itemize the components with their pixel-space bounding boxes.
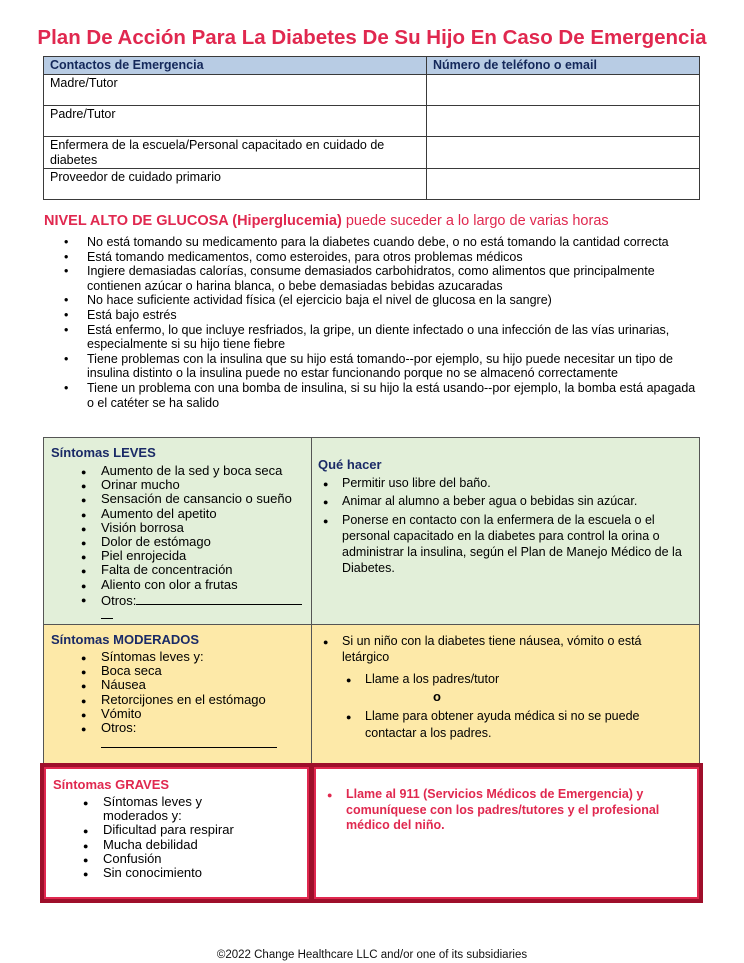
list-item: • Está enfermo, lo que incluye resfriados, la gripe, un diente infectado o una infección de las vías urinarias, especialmente si su hijo tiene fiebre (44, 323, 704, 352)
moderate-actions-list (318, 633, 691, 665)
severe-symptoms-list (53, 795, 283, 880)
mild-actions-list (318, 475, 691, 577)
list-item: • No hace suficiente actividad física (el ejercicio baja el nivel de glucosa en la sangre) (44, 293, 704, 308)
contact-label-mother: Madre/Tutor (44, 75, 427, 106)
severe-symptoms-frame (40, 763, 703, 903)
list-item: ● Falta de concentración (51, 563, 311, 577)
list-item: ● Sensación de cansancio o sueño (51, 492, 311, 506)
list-item: ● Permitir uso libre del baño. (318, 475, 691, 491)
hyperglycemia-causes-list (44, 235, 704, 410)
list-item: ● Vómito (51, 707, 311, 721)
contact-label-father: Padre/Tutor (44, 106, 427, 137)
table-row (44, 106, 700, 137)
list-item: • Está tomando medicamentos, como esteroides, para otros problemas médicos (44, 250, 704, 265)
mild-symptoms-title: Síntomas LEVES (51, 445, 156, 460)
moderate-symptoms-cell (44, 625, 312, 764)
list-item: ● Dolor de estómago (51, 535, 311, 549)
moderate-symptoms-list (51, 650, 311, 751)
table-row (44, 137, 700, 169)
list-item-other (51, 721, 311, 751)
list-item: • Está bajo estrés (44, 308, 704, 323)
other-mild-input-line[interactable] (136, 592, 302, 605)
list-item: ● Dificultad para respirar (53, 823, 283, 837)
list-item: ● Aumento de la sed y boca seca (51, 464, 311, 478)
severe-action-cell (314, 767, 699, 899)
contact-value-school-nurse[interactable] (427, 137, 700, 169)
list-item: ● Síntomas leves y: (51, 650, 311, 664)
list-item: • No está tomando su medicamento para la diabetes cuando debe, o no está tomando la cantidad correcta (44, 235, 704, 250)
list-item: ● Sin conocimiento (53, 866, 283, 880)
table-row (44, 75, 700, 106)
mild-symptoms-cell (44, 438, 312, 624)
list-item: ● Orinar mucho (51, 478, 311, 492)
list-item: ● Síntomas leves y moderados y: (53, 795, 283, 823)
list-item: ● Piel enrojecida (51, 549, 311, 563)
moderate-symptoms-row (43, 624, 700, 764)
other-label: Otros: (101, 592, 137, 608)
list-item: • Tiene un problema con una bomba de insulina, si su hijo la está usando--por ejemplo, la bomba está apagada o el catéter se ha salido (44, 381, 704, 410)
other-label: Otros: (101, 720, 137, 736)
list-item: ● Visión borrosa (51, 521, 311, 535)
moderate-sub-actions-list-2 (341, 708, 691, 741)
list-item: ● Si un niño con la diabetes tiene náusea, vómito o está letárgico (318, 633, 691, 665)
list-item: ● Llame para obtener ayuda médica si no se puede contactar a los padres. (341, 708, 691, 741)
or-label: o (433, 689, 441, 705)
mild-actions-cell (312, 438, 699, 624)
list-item-other (51, 592, 311, 622)
list-item: ● Ponerse en contacto con la enfermera de la escuela o el personal capacitado en la diabetes para control la orina o administrar la insulina, según el Plan de Manejo Médico de la Diabetes. (318, 512, 691, 577)
list-item: • Tiene problemas con la insulina que su hijo está tomando--por ejemplo, su hijo puede necesitar un tipo de insulina distinto o la insulina puede no estar funcionando porque no se almacenó correctamente (44, 352, 704, 381)
severe-action-list (322, 787, 687, 834)
list-item: ● Retorcijones en el estómago (51, 693, 311, 707)
contact-label-primary-provider: Proveedor de cuidado primario (44, 169, 427, 200)
list-item: ● Mucha debilidad (53, 838, 283, 852)
severe-symptoms-cell (44, 767, 309, 899)
hyperglycemia-heading (44, 213, 609, 229)
mild-symptoms-list (51, 464, 311, 622)
what-to-do-title: Qué hacer (318, 457, 382, 472)
table-header-row (44, 57, 700, 75)
list-item: ● Animar al alumno a beber agua o bebidas sin azúcar. (318, 493, 691, 509)
other-mild-input-line-continued (101, 608, 113, 619)
column-header-contacts: Contactos de Emergencia (44, 57, 427, 75)
page-title: Plan De Acción Para La Diabetes De Su Hijo En Caso De Emergencia (37, 26, 707, 49)
moderate-sub-actions-list (341, 671, 691, 687)
column-header-phone-email: Número de teléfono o email (427, 57, 700, 75)
emergency-contacts-table (43, 56, 700, 200)
mild-symptoms-row (43, 437, 700, 624)
contact-value-mother[interactable] (427, 75, 700, 106)
hyperglycemia-heading-rest: puede suceder a lo largo de varias horas (341, 213, 609, 229)
hyperglycemia-heading-bold: NIVEL ALTO DE GLUCOSA (Hiperglucemia) (44, 213, 342, 229)
contact-value-father[interactable] (427, 106, 700, 137)
list-item-call-911: ● Llame al 911 (Servicios Médicos de Emergencia) y comuníquese con los padres/tutores y el profesional médico del niño. (322, 787, 687, 834)
table-row (44, 169, 700, 200)
list-item: ● Aumento del apetito (51, 507, 311, 521)
contact-label-school-nurse: Enfermera de la escuela/Personal capacitado en cuidado de diabetes (44, 137, 427, 169)
list-item: • Ingiere demasiadas calorías, consume demasiados carbohidratos, como alimentos que principalmente contienen azúcar o harina blanca, o bebe demasiadas bebidas azucaradas (44, 264, 704, 293)
contact-value-primary-provider[interactable] (427, 169, 700, 200)
symptoms-grid (43, 437, 700, 764)
list-item: ● Aliento con olor a frutas (51, 578, 311, 592)
moderate-actions-cell (312, 625, 699, 764)
list-item: ● Boca seca (51, 664, 311, 678)
other-moderate-input-line[interactable] (101, 735, 277, 748)
severe-symptoms-title: Síntomas GRAVES (53, 777, 170, 792)
list-item: ● Náusea (51, 678, 311, 692)
list-item: ● Confusión (53, 852, 283, 866)
list-item: ● Llame a los padres/tutor (341, 671, 691, 687)
moderate-symptoms-title: Síntomas MODERADOS (51, 632, 200, 647)
copyright-footer: ©2022 Change Healthcare LLC and/or one of its subsidiaries (216, 949, 528, 961)
